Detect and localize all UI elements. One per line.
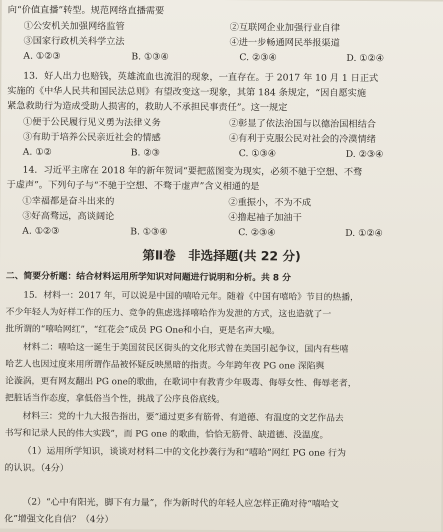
q14-option-3: ③好高骛远，高谈阔论 [22,210,115,223]
q12-option-2: ②互联网企业加强行业自律 [229,22,340,34]
q13-choice-b: B. ②③ [130,147,160,159]
q13-stem-line-3: 紧急救助行为造成受助人损害的，救助人不承担民事责任”。这一规定 [7,100,288,114]
q15-m2-line-4: 把脏话当作态度，拿低俗当个性，挑战了公序良俗底线。 [5,393,226,406]
q15-m1-line-3: 批所谓的“嘻哈网红”，“红花会”成员 PG One和小白，更是名声大噪。 [5,324,281,337]
q12-option-3: ③国家行政机关科学立法 [23,35,125,48]
part2-instruction-line [6,270,291,284]
q15-material-2 [5,339,437,410]
q12-choice-d: D. ①②④ [346,52,385,65]
q13-choice-d: D. ②③④ [345,148,384,161]
part2-instruction-prefix: 二、简要分析题： [5,271,77,282]
q13-choice-a: A. ①② [22,146,52,158]
q14-option-1: ①幸福都是奋斗出来的 [22,195,115,208]
q15-subquestion-2 [4,494,436,531]
q12-option-4: ④进一步畅通网民举报渠道 [229,37,340,49]
q14-choice-c: C. ②③④ [238,227,276,239]
q12-stem-tail: 向“价值直播”转型。规范网络直播需要 [7,4,165,17]
q12-choice-b: B. ①③④ [131,51,169,63]
q12-choice-a: A. ①②③ [23,50,61,62]
q15-m1-line-2: 不少年轻人为好样工作的压力、竞争的焦虑选择嘻哈作为发泄的方式，这也造就了一 [5,307,332,320]
q13-option-1: ①便于公民履行见义勇为法律义务 [22,116,161,129]
part2-title: 第Ⅱ卷 非选择题(共 22 分) [142,247,301,264]
q15-m2-line-2: 哈艺人也因过度来用所谓作品被怀疑反映黑暗的指责。今年跨年夜 PG one 深陷舆 [5,359,325,372]
q14-choice-d: D. ①②④ [345,227,383,240]
q15-s2-line-2: 化”增强文化自信？（4分） [4,514,114,526]
q15-material-3 [5,408,437,445]
part2-instruction: 结合材料运用所学知识对问题进行说明和分析。共 8 分 [76,271,291,284]
q13-stem-line-2: 实施的《中华人民共和国民法总则》有望改变这一现象，其第 184 条规定，“因自愿实施 [7,85,367,100]
q12-option-1: ①公安机关加强网络监管 [23,20,125,33]
q15-m1-line-1: 15．材料一：2017 年，可以说是中国的嘻哈元年。随着《中国有嘻哈》节目的热播， [23,290,359,303]
q12-choice-c: C. ②③④ [239,52,277,64]
q14-stem-line-1: 14．习近平主席在 2018 年的新年贺词“要把蓝图变为现实，必须不驰于空想、不骛 [22,164,363,178]
q14-choice-b: B. ①③④ [130,226,168,238]
q15-s2-line-1: （2）“心中有阳光，脚下有力量”，作为新时代的年轻人应怎样正确对待“嘻哈文 [22,497,339,510]
q15-s1-line-2: 的认识。（4分） [4,463,69,474]
q14-stem-line-2: 于虚声”。下列句子与“不驰于空想、不骛于虚声”含义相通的是 [6,179,260,193]
q15-s1-line-1: （1）运用所学知识，谈谈对材料二中的文化抄袭行为和“嘻哈”网红 PG one 行为 [22,446,347,459]
q15-m3-line-2: 书写和记录人民的伟大实践”，而 PG one 的歌曲，恰恰无筋骨、缺道德、没温度。 [4,428,329,441]
q13-option-3: ③有助于培养公民亲近社会的情感 [22,131,161,144]
q13-option-2: ②彰显了依法治国与以德治国相结合 [228,118,377,131]
q15-m2-line-3: 论漩涡，更有网友翻出 PG one的歌曲，在歌词中有教青少年吸毒、侮辱女性、侮辱老者， [5,376,357,389]
q15-m2-line-1: 材料二：嘻哈这一诞生于美国贫民区街头的文化形式曾在美国引起争议，国内有些嘻 [22,342,349,355]
q15-m3-line-1: 材料三：党的十九大报告指出，要“通过更多有筋骨、有道德、有温度的文艺作品去 [22,411,344,424]
q14-choice-a: A. ①②③ [22,225,60,237]
q15-material-1 [5,287,437,341]
q14-option-4: ④撸起袖子加油干 [228,212,302,224]
q13-option-4: ④有利于克服公民对社会的冷漠情绪 [228,133,376,146]
q15-subquestion-1 [5,443,437,480]
q13-choice-c: C. ①③④ [238,148,277,160]
q14-option-2: ②重振小，不为不成 [228,197,312,209]
q13-stem-line-1: 13．好人出力也赔钱，英雄流血也流泪的现象，一直存在。于 2017 年 10 月 1 日正式 [23,70,379,85]
